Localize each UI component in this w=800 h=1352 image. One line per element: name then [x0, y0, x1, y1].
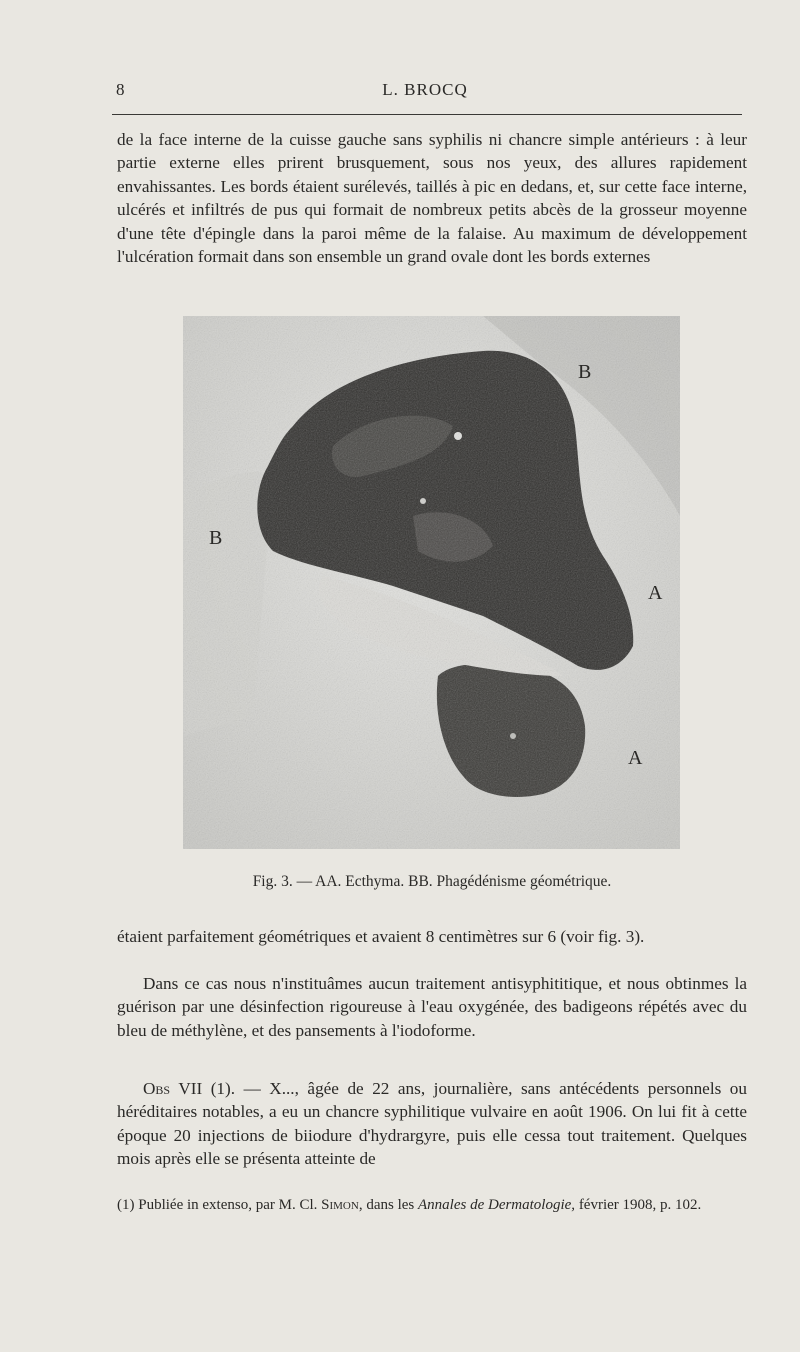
footnote — [117, 1196, 747, 1215]
paragraph-intro: de la face interne de la cuisse gauche sans syphilis ni chancre simple antérieurs : à leur partie externe elles prirent brusquement, sous nos yeux, des allures rapidement envahissantes. Les bords étaient surélevés, taillés à pic en dedans, et, sur cette face interne, ulcérés et infiltrés de pus qui formait de nombreux petits abcès de la grosseur moyenne d'une tête d'épingle dans la paroi même de la falaise. Au maximum de développement l'ulcération formait dans son ensemble un grand ovale dont les bords externes — [117, 130, 747, 267]
footnote-journal: Annales de Dermatologie, — [418, 1197, 576, 1213]
footnote-prefix: (1) Publiée in extenso, par M. Cl. — [117, 1197, 322, 1213]
paragraph-observation-7 — [117, 1077, 747, 1171]
footnote-suffix: février 1908, p. 102. — [575, 1197, 702, 1213]
figure-label-b-top: B — [578, 361, 592, 383]
page-number: 8 — [116, 80, 125, 99]
observation-label: Obs — [143, 1079, 171, 1098]
paragraph-continuation: étaient parfaitement géométriques et avaient 8 centimètres sur 6 (voir fig. 3). — [117, 927, 645, 946]
figure-caption: Fig. 3. — AA. Ecthyma. BB. Phagédénisme géométrique. — [252, 873, 612, 890]
lesion-photo — [183, 316, 680, 849]
page-header — [110, 80, 740, 110]
header-rule — [112, 114, 742, 115]
footnote-middle: , dans les — [358, 1197, 418, 1213]
running-head: L. BROCQ — [382, 80, 468, 99]
footnote-author: Simon — [321, 1197, 359, 1213]
figure-label-a-mid: A — [648, 582, 663, 604]
observation-text: VII (1). — X..., âgée de 22 ans, journalière, sans antécédents personnels ou héréditaires notables, a eu un chancre syphilitique vulvaire en août 1906. On lui fit à cette époque 20 injections de biiodure d'hydrargyre, puis elle cessa tout traitement. Quelques mois après elle se présenta atteinte de — [117, 1079, 747, 1169]
figure-label-b-left: B — [209, 527, 223, 549]
paragraph-treatment: Dans ce cas nous n'instituâmes aucun traitement antisyphititique, et nous obtinmes la guérison par une désinfection rigoureuse à l'eau oxygénée, des badigeons répétés avec du bleu de méthylène, et des pansements à l'iodoforme. — [117, 974, 747, 1040]
figure-label-a-bottom: A — [628, 747, 643, 769]
figure-photograph — [183, 316, 680, 849]
